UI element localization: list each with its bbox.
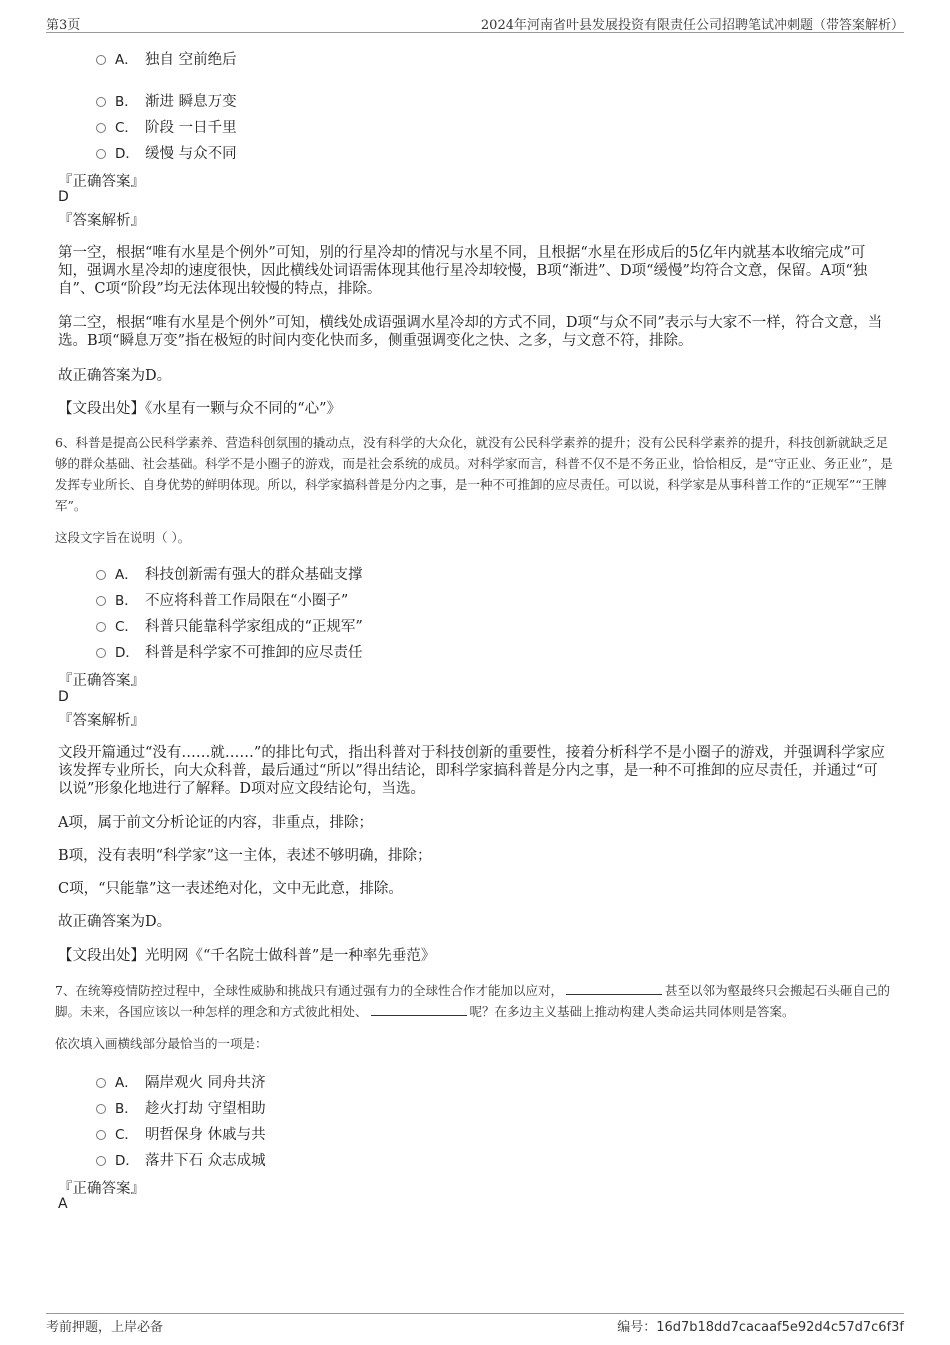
radio-icon[interactable]	[96, 622, 106, 632]
document-title: 2024年河南省叶县发展投资有限责任公司招聘笔试冲刺题（带答案解析）	[480, 18, 904, 33]
analysis-paragraph: C项，“只能靠”这一表述绝对化，文中无此意，排除。	[58, 881, 403, 897]
correct-answer-label: 『正确答案』	[58, 1181, 145, 1197]
correct-answer-label: 『正确答案』	[58, 174, 145, 190]
q5-option-b[interactable]: B． 渐进 瞬息万变	[96, 90, 237, 110]
q7-option-a[interactable]: A． 隔岸观火 同舟共济	[96, 1071, 266, 1091]
source-citation: 【文段出处】《水星有一颗与众不同的“心”》	[58, 401, 342, 417]
radio-icon[interactable]	[96, 1130, 106, 1140]
footer-slogan: 考前押题，上岸必备	[46, 1320, 164, 1335]
analysis-paragraph: 第二空，根据“唯有水星是个例外”可知，横线处成语强调水星冷却的方式不同，D项“与众不同”表示与大家不一样，符合文意，当选。B项“瞬息万变”指在极短的时间内变化快而多，侧重强调变化之快、之多，与文意不符，排除。	[58, 315, 883, 349]
analysis-paragraph: B项，没有表明“科学家”这一主体，表述不够明确，排除；	[58, 848, 432, 864]
blank-line	[566, 982, 662, 995]
radio-icon[interactable]	[96, 648, 106, 658]
analysis-conclusion: 故正确答案为D。	[58, 368, 172, 384]
document-id: 编号：16d7b18dd7cacaaf5e92d4c57d7c6f3f	[617, 1320, 904, 1335]
radio-icon[interactable]	[96, 55, 106, 65]
q6-option-d[interactable]: D． 科普是科学家不可推卸的应尽责任	[96, 641, 363, 661]
page-number: 第3页	[46, 18, 81, 33]
radio-icon[interactable]	[96, 1078, 106, 1088]
q7-option-b[interactable]: B． 趁火打劫 守望相助	[96, 1097, 266, 1117]
q6-option-c[interactable]: C． 科普只能靠科学家组成的“正规军”	[96, 615, 363, 635]
question-7-stem: 依次填入画横线部分最恰当的一项是：	[55, 1036, 268, 1051]
q5-option-a[interactable]: A． 独自 空前绝后	[96, 48, 237, 68]
page-footer	[46, 1313, 904, 1334]
question-6-stem: 这段文字旨在说明（ ）。	[55, 530, 191, 545]
analysis-label: 『答案解析』	[58, 713, 145, 729]
analysis-label: 『答案解析』	[58, 213, 145, 229]
radio-icon[interactable]	[96, 97, 106, 107]
radio-icon[interactable]	[96, 570, 106, 580]
page-header	[46, 14, 904, 33]
analysis-paragraph: 文段开篇通过“没有……就……”的排比句式，指出科普对于科技创新的重要性，接着分析科学不是小圈子的游戏，并强调科学家应该发挥专业所长，向大众科普，最后通过“所以”得出结论，即科学家搞科普是分内之事，是一种不可推卸的应尽责任，并通过“可以说”形象化地进行了解释。D项对应文段结论句，当选。	[58, 745, 885, 797]
q6-option-b[interactable]: B． 不应将科普工作局限在“小圈子”	[96, 589, 348, 609]
analysis-paragraph: A项，属于前文分析论证的内容，非重点，排除；	[58, 815, 373, 831]
radio-icon[interactable]	[96, 1104, 106, 1114]
radio-icon[interactable]	[96, 1156, 106, 1166]
radio-icon[interactable]	[96, 149, 106, 159]
analysis-conclusion: 故正确答案为D。	[58, 914, 172, 930]
q5-option-c[interactable]: C． 阶段 一日千里	[96, 116, 237, 136]
q6-option-a[interactable]: A． 科技创新需有强大的群众基础支撑	[96, 563, 363, 583]
radio-icon[interactable]	[96, 596, 106, 606]
question-6-text: 6、科普是提高公民科学素养、营造科创氛围的撬动点，没有科学的大众化，就没有公民科学素养的提升；没有公民科学素养的提升，科技创新就缺乏足够的群众基础、社会基础。科学不是小圈子的游戏，而是社会系统的成员。对科学家而言，科普不仅不是不务正业，恰恰相反，是“守正业、务正业”，是发挥专业所长、自身优势的鲜明体现。所以，科学家搞科普是分内之事，是一种不可推卸的应尽责任。可以说，科学家是从事科普工作的“正规军”“王牌军”。	[55, 435, 893, 513]
correct-answer: D	[58, 689, 69, 705]
analysis-paragraph: 第一空，根据“唯有水星是个例外”可知，别的行星冷却的情况与水星不同，且根据“水星在形成后的5亿年内就基本收缩完成”可知，强调水星冷却的速度很快，因此横线处词语需体现其他行星冷却较慢，B项“渐进”、D项“缓慢”均符合文意，保留。A项“独自”、C项“阶段”均无法体现出较慢的特点，排除。	[58, 245, 868, 297]
radio-icon[interactable]	[96, 123, 106, 133]
question-7-text: 7、在统筹疫情防控过程中，全球性威胁和挑战只有通过强有力的全球性合作才能加以应对， 甚至以邻为壑最终只会搬起石头砸自己的脚。未来，各国应该以一种怎样的理念和方式彼此相处、 呢？在多边主义基础上推动构建人类命运共同体则是答案。	[55, 983, 890, 1019]
blank-line	[371, 1003, 467, 1016]
correct-answer: A	[58, 1196, 68, 1212]
q7-option-c[interactable]: C． 明哲保身 休戚与共	[96, 1123, 266, 1143]
correct-answer: D	[58, 189, 69, 205]
q7-option-d[interactable]: D． 落井下石 众志成城	[96, 1149, 266, 1169]
correct-answer-label: 『正确答案』	[58, 673, 145, 689]
q5-option-d[interactable]: D． 缓慢 与众不同	[96, 142, 237, 162]
source-citation: 【文段出处】光明网《“千名院士做科普”是一种率先垂范》	[58, 948, 436, 964]
